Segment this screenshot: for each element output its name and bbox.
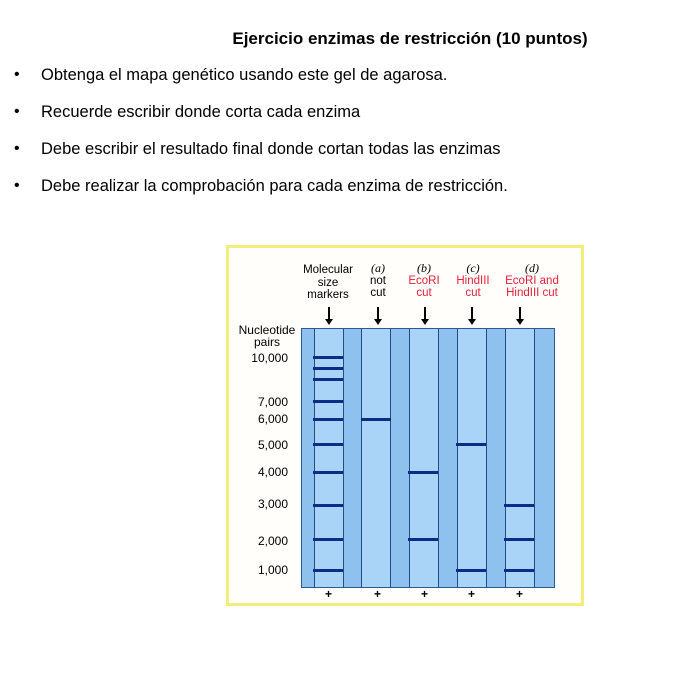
bullet-icon: • bbox=[14, 103, 20, 120]
y-tick-label: 5,000 bbox=[257, 438, 288, 452]
lane-header-c: (c) HindIII cut bbox=[456, 261, 490, 299]
y-tick-label: 3,000 bbox=[257, 497, 288, 511]
gel-lane-a bbox=[361, 329, 391, 587]
gel-lane-b bbox=[409, 329, 439, 587]
lane-arrow-icon bbox=[471, 307, 473, 320]
gel-band-markers bbox=[313, 378, 343, 381]
gel-band-EcoRI_HindIII bbox=[504, 538, 534, 541]
lane-arrow-icon bbox=[377, 307, 379, 320]
plus-sign: + bbox=[468, 587, 476, 601]
instruction-item: • Recuerde escribir donde corta cada enzima bbox=[14, 103, 361, 121]
gel-lane-d bbox=[505, 329, 535, 587]
gel-band-EcoRI_HindIII bbox=[504, 569, 534, 572]
bullet-icon: • bbox=[14, 177, 20, 194]
gel-band-not_cut bbox=[361, 418, 391, 421]
gel-band-markers bbox=[313, 356, 343, 359]
bullet-icon: • bbox=[14, 66, 20, 83]
instruction-item: • Debe escribir el resultado final donde cortan todas las enzimas bbox=[14, 140, 501, 158]
gel-band-HindIII bbox=[456, 569, 486, 572]
gel-band-EcoRI bbox=[408, 538, 438, 541]
plus-sign: + bbox=[325, 587, 333, 601]
y-tick-label: 1,000 bbox=[257, 563, 288, 577]
y-tick-label: 2,000 bbox=[257, 534, 288, 548]
plus-sign: + bbox=[421, 587, 429, 601]
gel-band-markers bbox=[313, 471, 343, 474]
bullet-icon: • bbox=[14, 140, 20, 157]
instruction-list bbox=[14, 64, 508, 212]
gel-lane-c bbox=[457, 329, 487, 587]
gel-band-HindIII bbox=[456, 443, 486, 446]
lane-arrow-icon bbox=[424, 307, 426, 320]
lane-header-markers: Molecular size markers bbox=[303, 264, 353, 301]
lane-header-d: (d) EcoRI and HindIII cut bbox=[505, 261, 559, 299]
gel-band-markers bbox=[313, 400, 343, 403]
gel-band-EcoRI_HindIII bbox=[504, 504, 534, 507]
y-tick-label: 7,000 bbox=[257, 395, 288, 409]
instruction-item: • Obtenga el mapa genético usando este gel de agarosa. bbox=[14, 66, 448, 84]
gel-band-markers bbox=[313, 504, 343, 507]
gel-band-markers bbox=[313, 538, 343, 541]
exercise-title: Ejercicio enzimas de restricción (10 puntos) bbox=[232, 29, 588, 48]
y-tick-label: 10,000 bbox=[251, 351, 288, 365]
y-axis-title: Nucleotide pairs bbox=[238, 323, 296, 349]
plus-sign: + bbox=[516, 587, 524, 601]
lane-arrow-icon bbox=[519, 307, 521, 320]
y-tick-label: 4,000 bbox=[257, 465, 288, 479]
instruction-item: • Debe realizar la comprobación para cada enzima de restricción. bbox=[14, 177, 508, 195]
gel-band-markers bbox=[313, 367, 343, 370]
gel-band-markers bbox=[313, 443, 343, 446]
y-tick-label: 6,000 bbox=[257, 412, 288, 426]
gel-band-markers bbox=[313, 418, 343, 421]
lane-arrow-icon bbox=[328, 307, 330, 320]
gel-band-EcoRI bbox=[408, 471, 438, 474]
plus-sign: + bbox=[374, 587, 382, 601]
lane-header-b: (b) EcoRI cut bbox=[408, 261, 440, 299]
gel-band-markers bbox=[313, 569, 343, 572]
lane-header-a: (a) not cut bbox=[370, 261, 386, 299]
